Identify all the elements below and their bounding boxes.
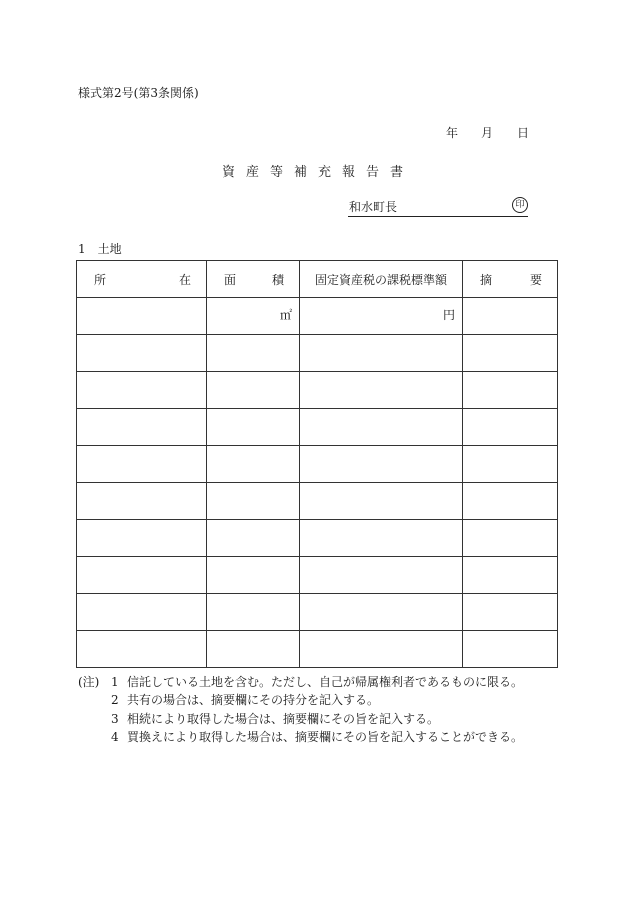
tax-base-cell[interactable] [300,446,463,483]
table-row [77,483,558,520]
table-row [77,372,558,409]
tax-base-cell[interactable] [300,409,463,446]
remarks-cell[interactable] [463,335,558,372]
area-cell[interactable] [207,372,300,409]
area-unit: ㎡ [279,308,292,322]
tax-base-cell[interactable] [300,298,463,335]
location-cell[interactable] [77,594,207,631]
header-row [77,261,558,298]
area-cell[interactable] [207,594,300,631]
area-cell[interactable] [207,557,300,594]
tax-base-cell[interactable] [300,335,463,372]
location-cell[interactable] [77,557,207,594]
note-item: 3 相続により取得した場合は、摘要欄にその旨を記入する。 [111,711,440,726]
location-cell[interactable] [77,372,207,409]
addressee-name: 和水町長 [349,200,398,214]
section-label: 1 土地 [78,242,122,256]
amount-unit: 円 [442,308,455,322]
location-cell[interactable] [77,483,207,520]
table-row [77,594,558,631]
header-area: 面 積 [207,261,300,298]
tax-base-cell[interactable] [300,557,463,594]
table-row [77,298,558,335]
area-cell[interactable] [207,409,300,446]
note-item: 2 共有の場合は、摘要欄にその持分を記入する。 [111,693,380,708]
area-cell[interactable] [207,483,300,520]
table-row [77,409,558,446]
header-remarks: 摘 要 [463,261,558,298]
date-month: 月 [481,126,494,140]
table-row [77,520,558,557]
date-day: 日 [517,126,530,140]
remarks-cell[interactable] [463,298,558,335]
area-cell[interactable] [207,446,300,483]
location-cell[interactable] [77,335,207,372]
remarks-cell[interactable] [463,483,558,520]
location-cell[interactable] [77,631,207,668]
seal-mark: 印 [512,197,528,213]
table-row [77,446,558,483]
tax-base-cell[interactable] [300,631,463,668]
location-cell[interactable] [77,409,207,446]
remarks-cell[interactable] [463,520,558,557]
header-tax-base: 固定資産税の課税標準額 [300,261,463,298]
notes [78,673,523,747]
document-title: 資産等補充報告書 [221,165,414,180]
location-cell[interactable] [77,446,207,483]
header-location: 所 在 [77,261,207,298]
form-number: 様式第2号(第3条関係) [78,86,199,100]
tax-base-cell[interactable] [300,520,463,557]
remarks-cell[interactable] [463,446,558,483]
area-cell[interactable] [207,631,300,668]
remarks-cell[interactable] [463,557,558,594]
area-cell[interactable] [207,298,300,335]
remarks-cell[interactable] [463,372,558,409]
table-row [77,557,558,594]
table-row [77,631,558,668]
remarks-cell[interactable] [463,409,558,446]
land-table [76,260,558,668]
area-cell[interactable] [207,335,300,372]
addressee-line [348,198,528,217]
remarks-cell[interactable] [463,631,558,668]
note-item: (注) 1 信託している土地を含む。ただし、自己が帰属権利者であるものに限る。 [78,673,523,691]
area-cell[interactable] [207,520,300,557]
table-row [77,335,558,372]
tax-base-cell[interactable] [300,483,463,520]
location-cell[interactable] [77,298,207,335]
tax-base-cell[interactable] [300,372,463,409]
remarks-cell[interactable] [463,594,558,631]
date-year: 年 [446,126,459,140]
notes-prefix: (注) [78,675,100,689]
tax-base-cell[interactable] [300,594,463,631]
location-cell[interactable] [77,520,207,557]
note-item: 4 買換えにより取得した場合は、摘要欄にその旨を記入することができる。 [111,730,524,745]
